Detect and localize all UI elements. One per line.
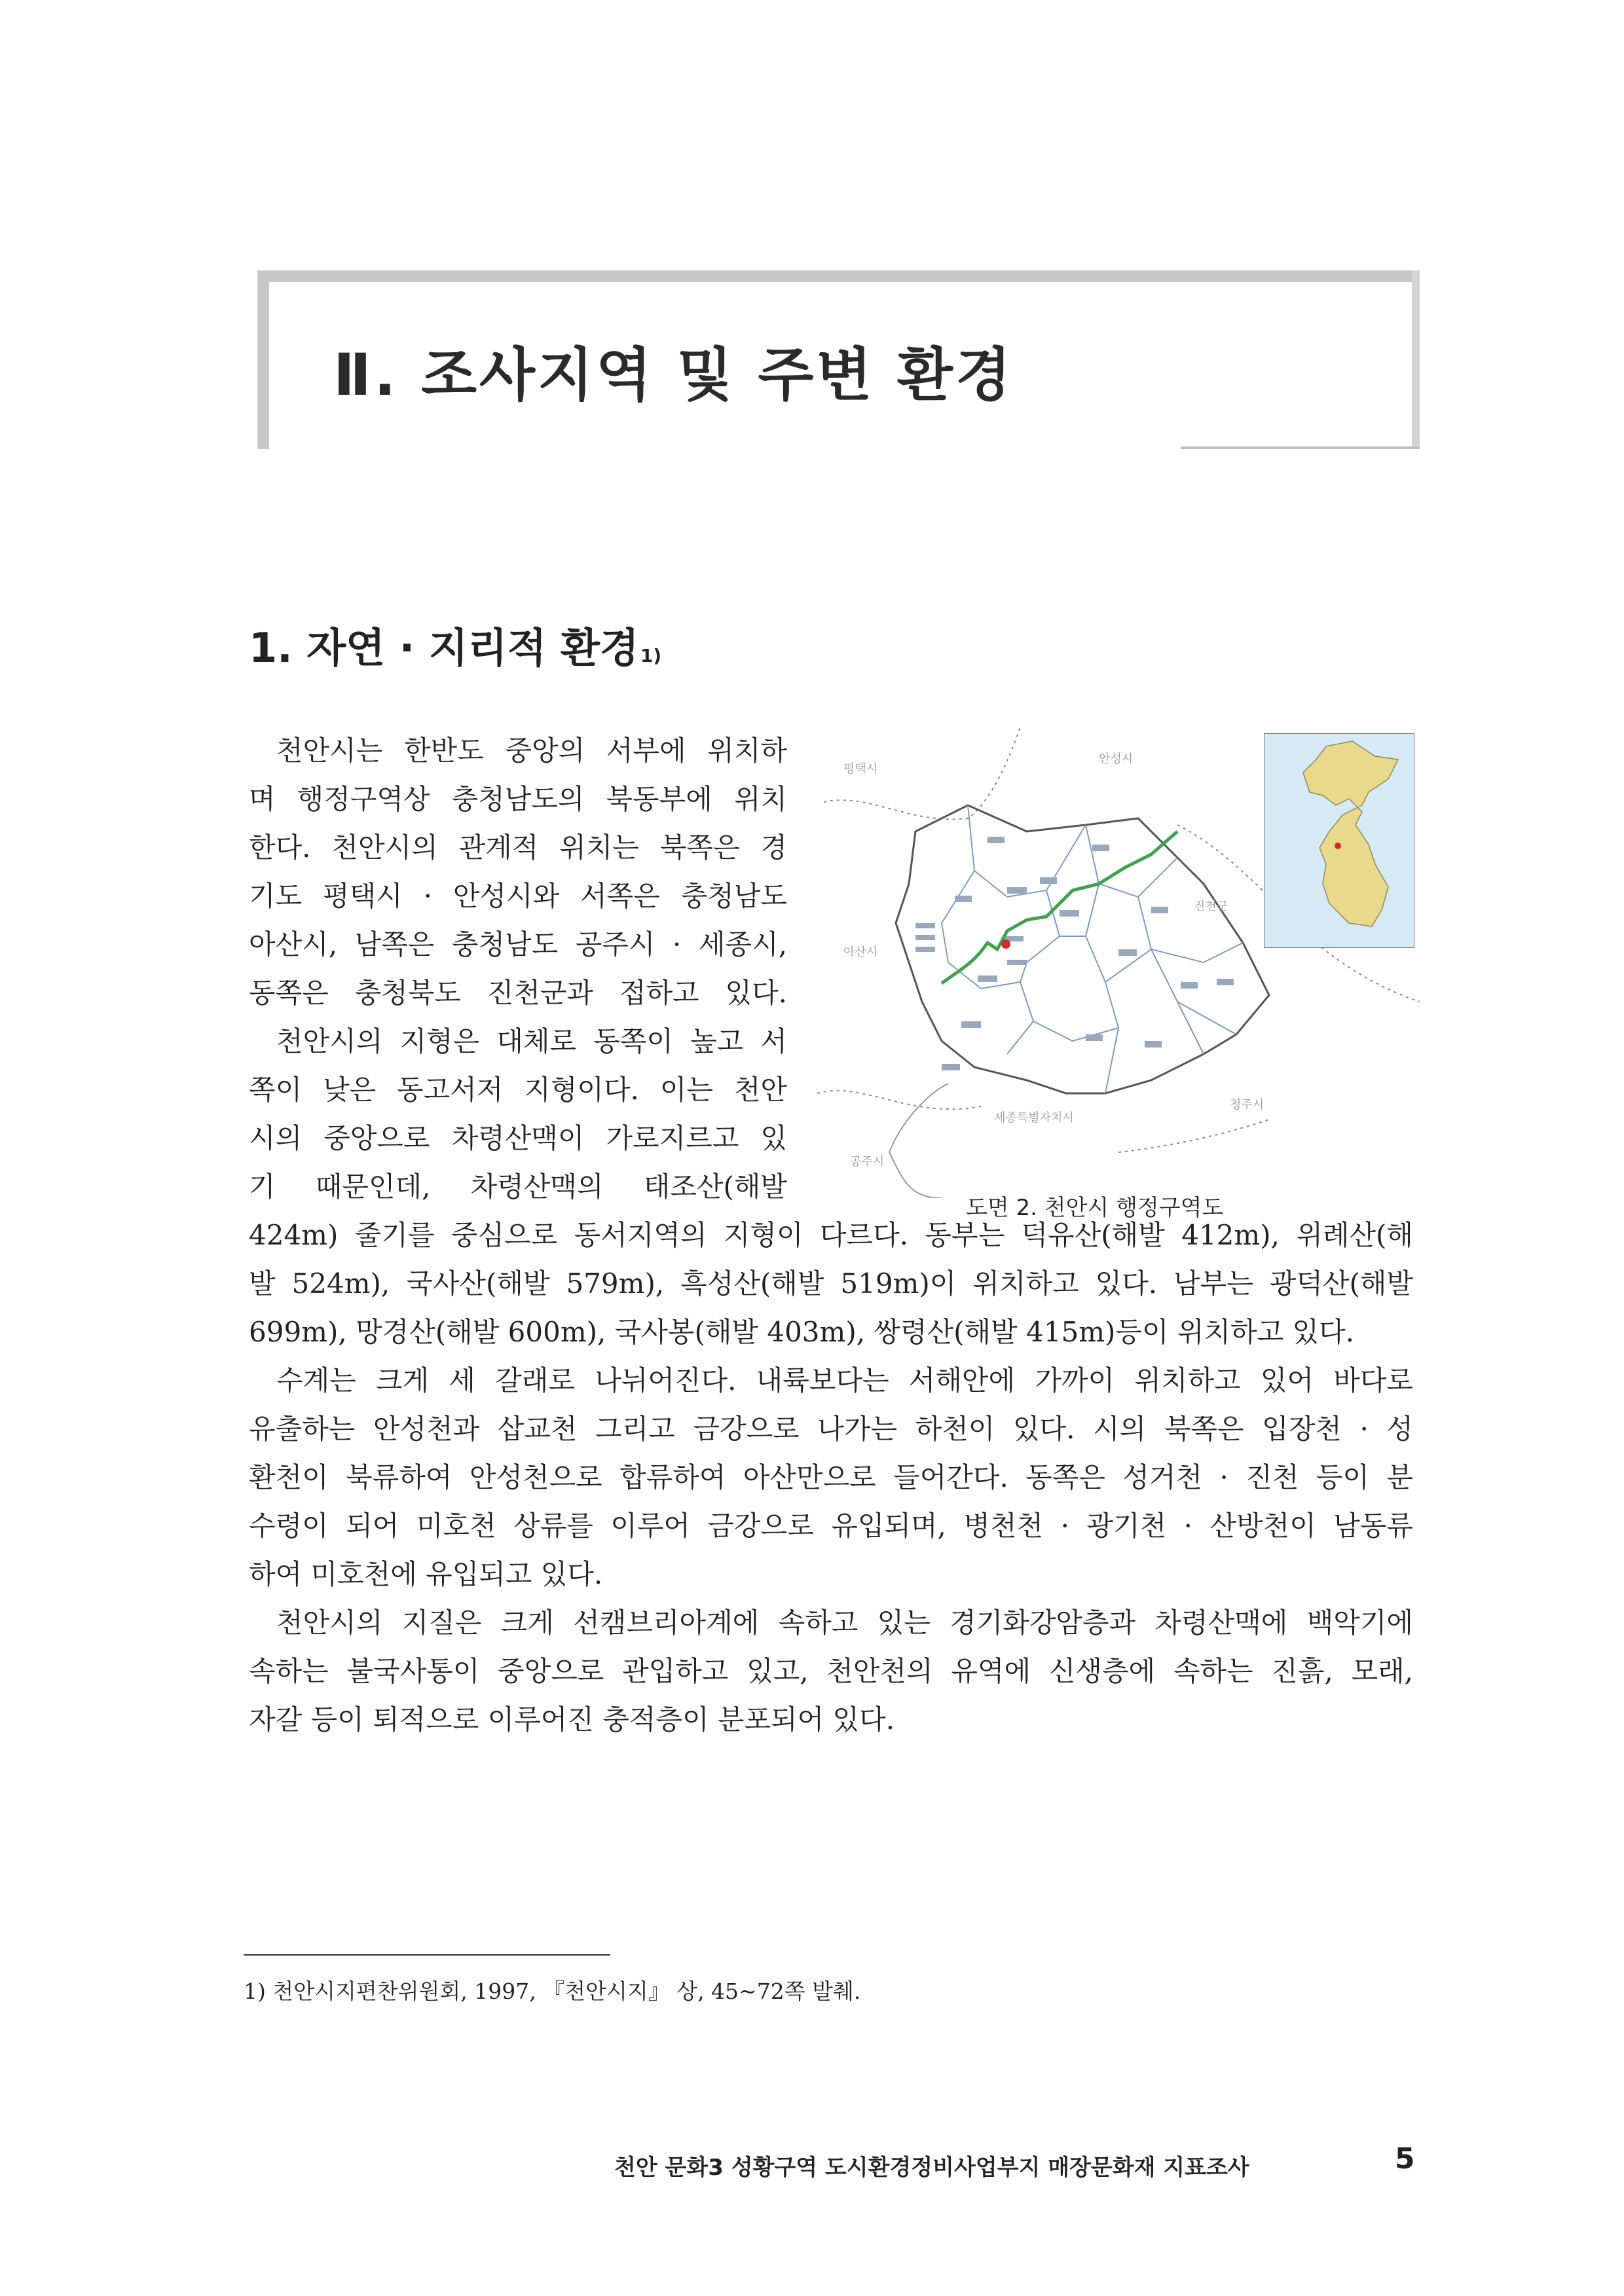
cheonan-outline <box>896 805 1269 1093</box>
footnote: 1) 천안시지편찬위원회, 1997, 『천안시지』 상, 45~72쪽 발췌. <box>244 1978 861 2004</box>
label-cheongju: 청주시 <box>1230 1098 1264 1112</box>
text-line: 천안시의 지질은 크게 선캠브리아계에 속하고 있는 경기화강암층과 차령산맥에 백악기에 <box>276 1607 1413 1639</box>
text-line: 발 524m), 국사산(해발 579m), 흑성산(해발 519m)이 위치하고 있다. 남부는 광덕산(해발 <box>249 1267 1413 1300</box>
label-anseong: 안성시 <box>1099 752 1134 766</box>
page-number: 5 <box>1395 2142 1415 2176</box>
title-box-top-border <box>257 270 1420 282</box>
city-hall-marker <box>1001 939 1010 949</box>
label-jincheon: 진천군 <box>1194 900 1228 913</box>
title-box-left-border <box>257 270 269 449</box>
paragraph-terrain-narrow <box>249 1017 787 1211</box>
footer-title: 천안 문화3 성황구역 도시환경정비사업부지 매장문화재 지표조사 <box>614 2155 1249 2181</box>
cheonan-district-map <box>811 727 1420 1224</box>
title-box-right-border <box>1412 270 1420 449</box>
text-line: 시의 중앙으로 차령산맥이 가로지르고 있 <box>249 1122 787 1154</box>
text-line: 수령이 되어 미호천 상류를 이루어 금강으로 유입되며, 병천천 · 광기천 · 산방천이 남동류 <box>249 1510 1413 1542</box>
text-line: 699m), 망경산(해발 600m), 국사봉(해발 403m), 쌍령산(해발 415m)등이 위치하고 있다. <box>249 1316 1355 1348</box>
paragraph-terrain-wide <box>249 1211 1413 1357</box>
boundary-sejong <box>889 1084 948 1198</box>
text-line: 천안시는 한반도 중앙의 서부에 위치하 <box>276 735 787 767</box>
title-box-bottom-border <box>1181 446 1420 449</box>
section-heading <box>249 615 661 674</box>
figure-caption: 도면 2. 천안시 행정구역도 <box>966 1195 1224 1221</box>
inset-location-marker <box>1335 843 1341 849</box>
text-line: 동쪽은 충청북도 진천군과 접하고 있다. <box>249 977 787 1009</box>
text-line: 기 때문인데, 차령산맥의 태조산(해발 <box>249 1171 787 1203</box>
korea-inset-map <box>1264 733 1414 948</box>
text-line: 수계는 크게 세 갈래로 나뉘어진다. 내륙보다는 서해안에 가까이 위치하고 있어 바다로 <box>276 1364 1413 1396</box>
text-line: 하여 미호천에 유입되고 있다. <box>249 1558 603 1590</box>
text-line: 자갈 등이 퇴적으로 이루어진 충적층이 분포되어 있다. <box>249 1704 895 1736</box>
text-line: 424m) 줄기를 중심으로 동서지역의 지형이 다르다. 동부는 덕유산(해발 412m), 위례산(해 <box>249 1219 1413 1251</box>
text-line: 며 행정구역상 충청남도의 북동부에 위치 <box>249 783 787 815</box>
text-line: 환천이 북류하여 안성천으로 합류하여 아산만으로 들어간다. 동쪽은 성거천 · 진천 등이 분 <box>249 1461 1413 1493</box>
label-gongju: 공주시 <box>850 1155 885 1169</box>
text-line: 한다. 천안시의 관계적 위치는 북쪽은 경 <box>249 831 787 864</box>
district-label-marks <box>915 837 1234 1070</box>
footnote-rule <box>244 1954 610 1956</box>
label-sejong: 세종특별자치시 <box>994 1111 1074 1125</box>
boundary-gongju <box>817 1091 981 1109</box>
text-line: 쪽이 낮은 동고서저 지형이다. 이는 천안 <box>249 1074 787 1106</box>
label-asan: 아산시 <box>843 945 878 959</box>
text-line: 기도 평택시 · 안성시와 서쪽은 충청남도 <box>249 880 787 912</box>
paragraph-location <box>249 727 787 1017</box>
text-line: 속하는 불국사통이 중앙으로 관입하고 있고, 천안천의 유역에 신생층에 속하는 진흙, 모래, <box>249 1655 1413 1687</box>
text-line: 아산시, 남쪽은 충청남도 공주시 · 세종시, <box>249 928 787 960</box>
chapter-title-box <box>257 270 1420 449</box>
section-title: 1. 자연 · 지리적 환경 <box>249 624 639 672</box>
text-line: 유출하는 안성천과 삽교천 그리고 금강으로 나가는 하천이 있다. 시의 북쪽은 입장천 · 성 <box>249 1413 1413 1445</box>
charyeong-ridge-line <box>942 831 1177 983</box>
boundary-cheongju <box>1118 1120 1269 1152</box>
paragraph-geology <box>249 1599 1413 1744</box>
footnote-ref[interactable]: 1) <box>640 645 662 666</box>
text-line: 천안시의 지형은 대체로 동쪽이 높고 서 <box>276 1025 787 1057</box>
label-pyeongtaek: 평택시 <box>843 762 878 776</box>
paragraph-water-system <box>249 1357 1413 1599</box>
chapter-title: Ⅱ. 조사지역 및 주변 환경 <box>333 341 1014 409</box>
